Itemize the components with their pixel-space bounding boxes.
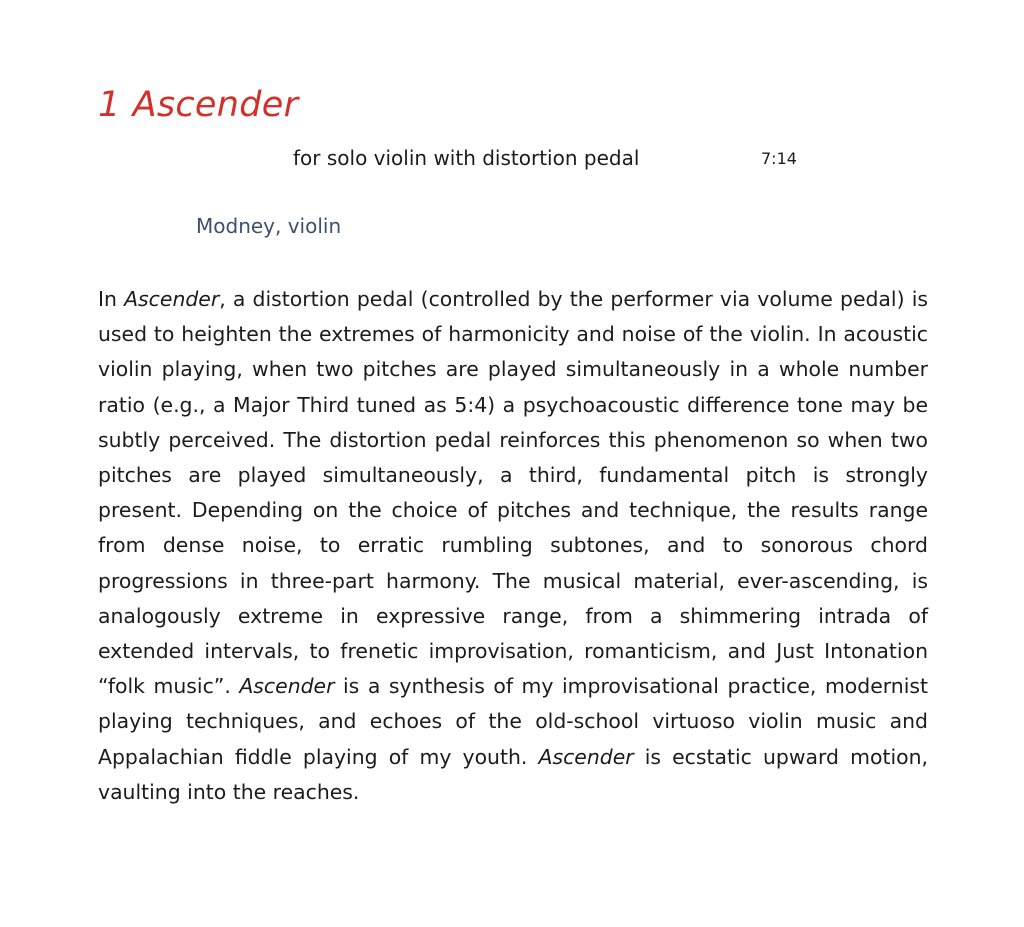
note-text-1: In: [98, 287, 125, 311]
track-number: 1: [98, 85, 121, 125]
instrumentation-subtitle: for solo violin with distortion pedal: [293, 146, 640, 170]
track-title: [98, 84, 298, 126]
performer-credit: Modney, violin: [196, 214, 342, 238]
track-title-text: Ascender: [132, 85, 299, 125]
track-duration: 7:14: [761, 149, 797, 168]
note-title-ref-1: Ascender: [124, 287, 220, 311]
note-text-3: is a synthesis of my improvisational practice, modernist playing techniques, and echoes of the old-school virtuoso violin music and Appalachian fiddle playing of my youth.: [98, 674, 928, 769]
note-text-4: is ecstatic upward motion, vaulting into the reaches.: [98, 744, 928, 804]
program-note-paragraph: [98, 282, 928, 810]
note-text-2: , a distortion pedal (controlled by the performer via volume pedal) is used to heighten the extremes of harmonicity and noise of the violin. In acoustic violin playing, when two pitches are played simultaneously in a whole number ratio (e.g., a Major Third tuned as 5:4) a psychoacoustic difference tone may be subtly perceived. The distortion pedal reinforces this phenomenon so when two pitches are played simultaneously, a third, fundamental pitch is strongly present. Depending on the choice of pitches and technique, the results range from dense noise, to erratic rumbling subtones, and to sonorous chord progressions in three-part harmony. The musical material, ever-ascending, is analogously extreme in expressive range, from a shimmering intrada of extended intervals, to frenetic improvisation, romanticism, and Just Intonation “folk music”.: [98, 287, 928, 699]
note-title-ref-2: Ascender: [239, 674, 335, 699]
note-title-ref-3: Ascender: [538, 744, 634, 769]
